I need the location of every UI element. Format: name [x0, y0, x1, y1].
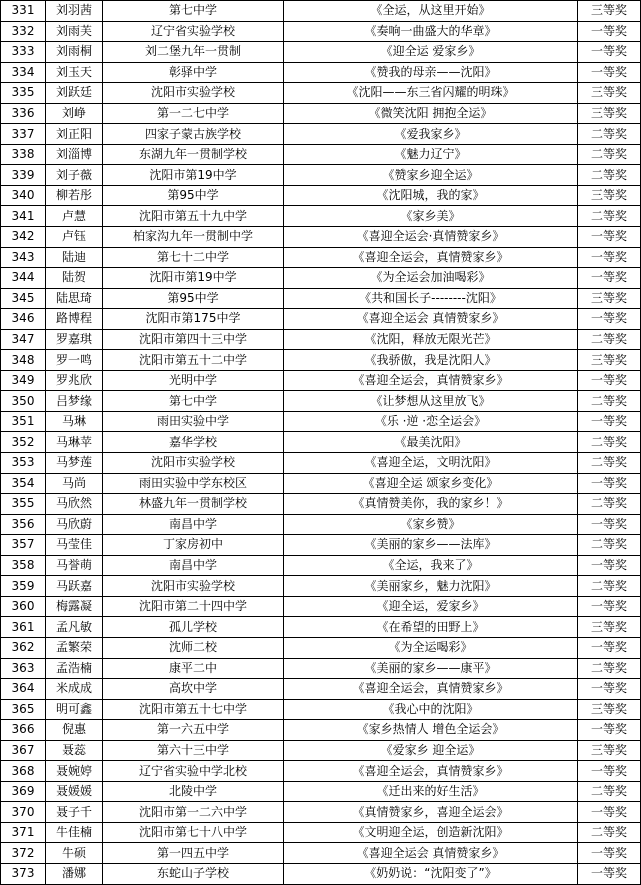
essay-title: 《为全运会加油喝彩》 [284, 268, 578, 289]
school-name: 光明中学 [103, 370, 284, 391]
essay-title: 《喜迎全运 颂家乡变化》 [284, 473, 578, 494]
award-level: 一等奖 [578, 679, 641, 700]
row-number: 332 [1, 21, 46, 42]
student-name: 马琳苹 [46, 432, 103, 453]
table-row [1, 843, 641, 864]
row-number: 362 [1, 637, 46, 658]
student-name: 刘跃廷 [46, 83, 103, 104]
table-row [1, 411, 641, 432]
student-name: 刘雨芙 [46, 21, 103, 42]
award-level: 一等奖 [578, 514, 641, 535]
table-row [1, 761, 641, 782]
student-name: 卢钰 [46, 227, 103, 248]
row-number: 353 [1, 453, 46, 474]
essay-title: 《全运，从这里开始》 [284, 1, 578, 22]
student-name: 牛硕 [46, 843, 103, 864]
student-name: 路博程 [46, 309, 103, 330]
essay-title: 《迁出来的好生活》 [284, 781, 578, 802]
student-name: 刘淄博 [46, 144, 103, 165]
essay-title: 《让梦想从这里放飞》 [284, 391, 578, 412]
award-level: 一等奖 [578, 227, 641, 248]
student-name: 马欣蔚 [46, 514, 103, 535]
row-number: 355 [1, 494, 46, 515]
row-number: 336 [1, 103, 46, 124]
table-row [1, 617, 641, 638]
essay-title: 《美丽家乡，魅力沈阳》 [284, 576, 578, 597]
school-name: 孤儿学校 [103, 617, 284, 638]
student-name: 孟繁荣 [46, 637, 103, 658]
table-row [1, 514, 641, 535]
student-name: 米成成 [46, 679, 103, 700]
essay-title: 《赞家乡迎全运》 [284, 165, 578, 186]
award-level: 一等奖 [578, 247, 641, 268]
row-number: 339 [1, 165, 46, 186]
table-row [1, 494, 641, 515]
school-name: 第七中学 [103, 391, 284, 412]
table-row [1, 370, 641, 391]
table-row [1, 350, 641, 371]
award-level: 一等奖 [578, 596, 641, 617]
essay-title: 《乐 ·逆 ·恋全运会》 [284, 411, 578, 432]
award-level: 三等奖 [578, 740, 641, 761]
row-number: 337 [1, 124, 46, 145]
student-name: 梅露凝 [46, 596, 103, 617]
row-number: 349 [1, 370, 46, 391]
school-name: 沈阳市第七十八中学 [103, 822, 284, 843]
award-level: 二等奖 [578, 144, 641, 165]
award-level: 二等奖 [578, 329, 641, 350]
student-name: 刘峥 [46, 103, 103, 124]
essay-title: 《真情赞美你，我的家乡！》 [284, 494, 578, 515]
essay-title: 《美丽的家乡——康平》 [284, 658, 578, 679]
student-name: 刘子薇 [46, 165, 103, 186]
table-row [1, 781, 641, 802]
student-name: 罗一鸣 [46, 350, 103, 371]
table-row [1, 391, 641, 412]
school-name: 第95中学 [103, 185, 284, 206]
award-level: 一等奖 [578, 473, 641, 494]
school-name: 沈师二校 [103, 637, 284, 658]
table-row [1, 309, 641, 330]
student-name: 马誉萌 [46, 555, 103, 576]
row-number: 331 [1, 1, 46, 22]
row-number: 334 [1, 62, 46, 83]
essay-title: 《文明迎全运，创造新沈阳》 [284, 822, 578, 843]
school-name: 第95中学 [103, 288, 284, 309]
school-name: 沈阳市第二十四中学 [103, 596, 284, 617]
award-level: 三等奖 [578, 1, 641, 22]
award-level: 二等奖 [578, 535, 641, 556]
school-name: 康平二中 [103, 658, 284, 679]
table-row [1, 103, 641, 124]
essay-title: 《赞我的母亲——沈阳》 [284, 62, 578, 83]
school-name: 嘉华学校 [103, 432, 284, 453]
school-name: 南昌中学 [103, 555, 284, 576]
school-name: 沈阳市实验学校 [103, 576, 284, 597]
essay-title: 《喜迎全运会，真情赞家乡》 [284, 247, 578, 268]
table-row [1, 268, 641, 289]
award-level: 二等奖 [578, 453, 641, 474]
school-name: 北陵中学 [103, 781, 284, 802]
row-number: 354 [1, 473, 46, 494]
table-row [1, 637, 641, 658]
essay-title: 《共和国长子--------沈阳》 [284, 288, 578, 309]
table-row [1, 21, 641, 42]
student-name: 卢慧 [46, 206, 103, 227]
table-row [1, 555, 641, 576]
row-number: 340 [1, 185, 46, 206]
essay-title: 《喜迎全运会，真情赞家乡》 [284, 761, 578, 782]
essay-title: 《迎全运 爱家乡》 [284, 42, 578, 63]
award-level: 一等奖 [578, 843, 641, 864]
essay-title: 《我心中的沈阳》 [284, 699, 578, 720]
table-row [1, 227, 641, 248]
table-row [1, 453, 641, 474]
school-name: 沈阳市第19中学 [103, 268, 284, 289]
table-row [1, 822, 641, 843]
student-name: 聂蕊 [46, 740, 103, 761]
school-name: 第一六五中学 [103, 720, 284, 741]
table-row [1, 185, 641, 206]
table-row [1, 124, 641, 145]
student-name: 马琳 [46, 411, 103, 432]
student-name: 罗兆欣 [46, 370, 103, 391]
essay-title: 《最美沈阳》 [284, 432, 578, 453]
award-level: 一等奖 [578, 637, 641, 658]
row-number: 350 [1, 391, 46, 412]
row-number: 357 [1, 535, 46, 556]
award-level: 二等奖 [578, 822, 641, 843]
school-name: 沈阳市第五十九中学 [103, 206, 284, 227]
table-row [1, 658, 641, 679]
award-level: 二等奖 [578, 206, 641, 227]
student-name: 刘羽茜 [46, 1, 103, 22]
student-name: 聂媛媛 [46, 781, 103, 802]
school-name: 东蛇山子学校 [103, 863, 284, 884]
award-list-body [1, 1, 641, 885]
essay-title: 《奏响一曲盛大的华章》 [284, 21, 578, 42]
school-name: 第七十二中学 [103, 247, 284, 268]
school-name: 丁家房初中 [103, 535, 284, 556]
award-level: 三等奖 [578, 103, 641, 124]
school-name: 柏家沟九年一贯制中学 [103, 227, 284, 248]
essay-title: 《全运，我来了》 [284, 555, 578, 576]
essay-title: 《美丽的家乡——法库》 [284, 535, 578, 556]
school-name: 辽宁省实验学校 [103, 21, 284, 42]
table-row [1, 535, 641, 556]
essay-title: 《为全运喝彩》 [284, 637, 578, 658]
school-name: 沈阳市第五十二中学 [103, 350, 284, 371]
table-row [1, 473, 641, 494]
row-number: 359 [1, 576, 46, 597]
row-number: 351 [1, 411, 46, 432]
essay-title: 《沈阳——东三省闪耀的明珠》 [284, 83, 578, 104]
row-number: 335 [1, 83, 46, 104]
student-name: 聂婉婷 [46, 761, 103, 782]
essay-title: 《我骄傲，我是沈阳人》 [284, 350, 578, 371]
school-name: 雨田实验中学 [103, 411, 284, 432]
row-number: 358 [1, 555, 46, 576]
table-row [1, 720, 641, 741]
table-row [1, 206, 641, 227]
award-level: 三等奖 [578, 83, 641, 104]
table-row [1, 679, 641, 700]
table-row [1, 329, 641, 350]
award-level: 二等奖 [578, 165, 641, 186]
essay-title: 《喜迎全运会 真情赞家乡》 [284, 309, 578, 330]
essay-title: 《家乡赞》 [284, 514, 578, 535]
table-row [1, 432, 641, 453]
row-number: 352 [1, 432, 46, 453]
school-name: 林盛九年一贯制学校 [103, 494, 284, 515]
student-name: 罗嘉琪 [46, 329, 103, 350]
school-name: 沈阳市第五十七中学 [103, 699, 284, 720]
table-row [1, 288, 641, 309]
essay-title: 《微笑沈阳 拥抱全运》 [284, 103, 578, 124]
table-row [1, 596, 641, 617]
award-level: 三等奖 [578, 288, 641, 309]
award-level: 二等奖 [578, 432, 641, 453]
student-name: 陆迪 [46, 247, 103, 268]
row-number: 360 [1, 596, 46, 617]
award-level: 一等奖 [578, 309, 641, 330]
essay-title: 《沈阳，释放无限光芒》 [284, 329, 578, 350]
table-row [1, 247, 641, 268]
table-row [1, 699, 641, 720]
row-number: 368 [1, 761, 46, 782]
row-number: 338 [1, 144, 46, 165]
row-number: 356 [1, 514, 46, 535]
table-row [1, 740, 641, 761]
row-number: 361 [1, 617, 46, 638]
student-name: 潘娜 [46, 863, 103, 884]
school-name: 第七中学 [103, 1, 284, 22]
award-level: 二等奖 [578, 391, 641, 412]
school-name: 东湖九年一贯制学校 [103, 144, 284, 165]
row-number: 347 [1, 329, 46, 350]
award-level: 二等奖 [578, 494, 641, 515]
essay-title: 《爱家乡 迎全运》 [284, 740, 578, 761]
school-name: 第一四五中学 [103, 843, 284, 864]
essay-title: 《迎全运，爱家乡》 [284, 596, 578, 617]
school-name: 刘二堡九年一贯制 [103, 42, 284, 63]
school-name: 彰驿中学 [103, 62, 284, 83]
row-number: 373 [1, 863, 46, 884]
student-name: 牛佳楠 [46, 822, 103, 843]
award-level: 二等奖 [578, 781, 641, 802]
school-name: 沈阳市第四十三中学 [103, 329, 284, 350]
essay-title: 《喜迎全运，文明沈阳》 [284, 453, 578, 474]
school-name: 四家子蒙古族学校 [103, 124, 284, 145]
student-name: 马莹佳 [46, 535, 103, 556]
student-name: 陆贺 [46, 268, 103, 289]
student-name: 刘正阳 [46, 124, 103, 145]
table-row [1, 62, 641, 83]
award-level: 一等奖 [578, 268, 641, 289]
row-number: 342 [1, 227, 46, 248]
row-number: 364 [1, 679, 46, 700]
student-name: 孟浩楠 [46, 658, 103, 679]
row-number: 346 [1, 309, 46, 330]
essay-title: 《魅力辽宁》 [284, 144, 578, 165]
essay-title: 《家乡美》 [284, 206, 578, 227]
student-name: 马跃嘉 [46, 576, 103, 597]
essay-title: 《喜迎全运会，真情赞家乡》 [284, 370, 578, 391]
award-level: 一等奖 [578, 62, 641, 83]
essay-title: 《喜迎全运会 真情赞家乡》 [284, 843, 578, 864]
table-row [1, 83, 641, 104]
student-name: 吕梦缘 [46, 391, 103, 412]
row-number: 345 [1, 288, 46, 309]
school-name: 第六十三中学 [103, 740, 284, 761]
student-name: 明可鑫 [46, 699, 103, 720]
student-name: 聂子千 [46, 802, 103, 823]
award-level: 一等奖 [578, 802, 641, 823]
school-name: 沈阳市第一二六中学 [103, 802, 284, 823]
row-number: 369 [1, 781, 46, 802]
school-name: 辽宁省实验中学北校 [103, 761, 284, 782]
row-number: 363 [1, 658, 46, 679]
award-level: 一等奖 [578, 370, 641, 391]
school-name: 高坎中学 [103, 679, 284, 700]
award-level: 一等奖 [578, 863, 641, 884]
school-name: 沈阳市实验学校 [103, 453, 284, 474]
row-number: 365 [1, 699, 46, 720]
row-number: 366 [1, 720, 46, 741]
essay-title: 《在希望的田野上》 [284, 617, 578, 638]
award-level: 三等奖 [578, 350, 641, 371]
table-row [1, 576, 641, 597]
award-level: 三等奖 [578, 617, 641, 638]
table-row [1, 802, 641, 823]
table-row [1, 1, 641, 22]
essay-title: 《沈阳城，我的家》 [284, 185, 578, 206]
student-name: 倪惠 [46, 720, 103, 741]
award-level: 二等奖 [578, 576, 641, 597]
school-name: 沈阳市实验学校 [103, 83, 284, 104]
row-number: 371 [1, 822, 46, 843]
student-name: 马尚 [46, 473, 103, 494]
row-number: 333 [1, 42, 46, 63]
school-name: 沈阳市第19中学 [103, 165, 284, 186]
essay-title: 《喜迎全运会，真情赞家乡》 [284, 679, 578, 700]
row-number: 370 [1, 802, 46, 823]
row-number: 372 [1, 843, 46, 864]
student-name: 马欣然 [46, 494, 103, 515]
award-level: 一等奖 [578, 720, 641, 741]
essay-title: 《家乡热情人 增色全运会》 [284, 720, 578, 741]
award-level: 二等奖 [578, 124, 641, 145]
student-name: 孟凡敏 [46, 617, 103, 638]
table-row [1, 165, 641, 186]
row-number: 344 [1, 268, 46, 289]
essay-title: 《奶奶说：“沈阳变了”》 [284, 863, 578, 884]
school-name: 第一二七中学 [103, 103, 284, 124]
row-number: 367 [1, 740, 46, 761]
row-number: 343 [1, 247, 46, 268]
essay-title: 《真情赞家乡，喜迎全运会》 [284, 802, 578, 823]
table-row [1, 42, 641, 63]
essay-title: 《爱我家乡》 [284, 124, 578, 145]
table-row [1, 144, 641, 165]
student-name: 柳若彤 [46, 185, 103, 206]
award-level: 三等奖 [578, 699, 641, 720]
award-level: 二等奖 [578, 658, 641, 679]
student-name: 陆思琦 [46, 288, 103, 309]
school-name: 南昌中学 [103, 514, 284, 535]
award-level: 一等奖 [578, 411, 641, 432]
award-level: 三等奖 [578, 185, 641, 206]
award-level: 一等奖 [578, 42, 641, 63]
school-name: 沈阳市第175中学 [103, 309, 284, 330]
school-name: 雨田实验中学东校区 [103, 473, 284, 494]
essay-title: 《喜迎全运会·真情赞家乡》 [284, 227, 578, 248]
student-name: 马梦莲 [46, 453, 103, 474]
row-number: 341 [1, 206, 46, 227]
award-level: 一等奖 [578, 555, 641, 576]
award-level: 一等奖 [578, 21, 641, 42]
award-level: 一等奖 [578, 761, 641, 782]
table-row [1, 863, 641, 884]
student-name: 刘玉天 [46, 62, 103, 83]
row-number: 348 [1, 350, 46, 371]
student-name: 刘雨桐 [46, 42, 103, 63]
